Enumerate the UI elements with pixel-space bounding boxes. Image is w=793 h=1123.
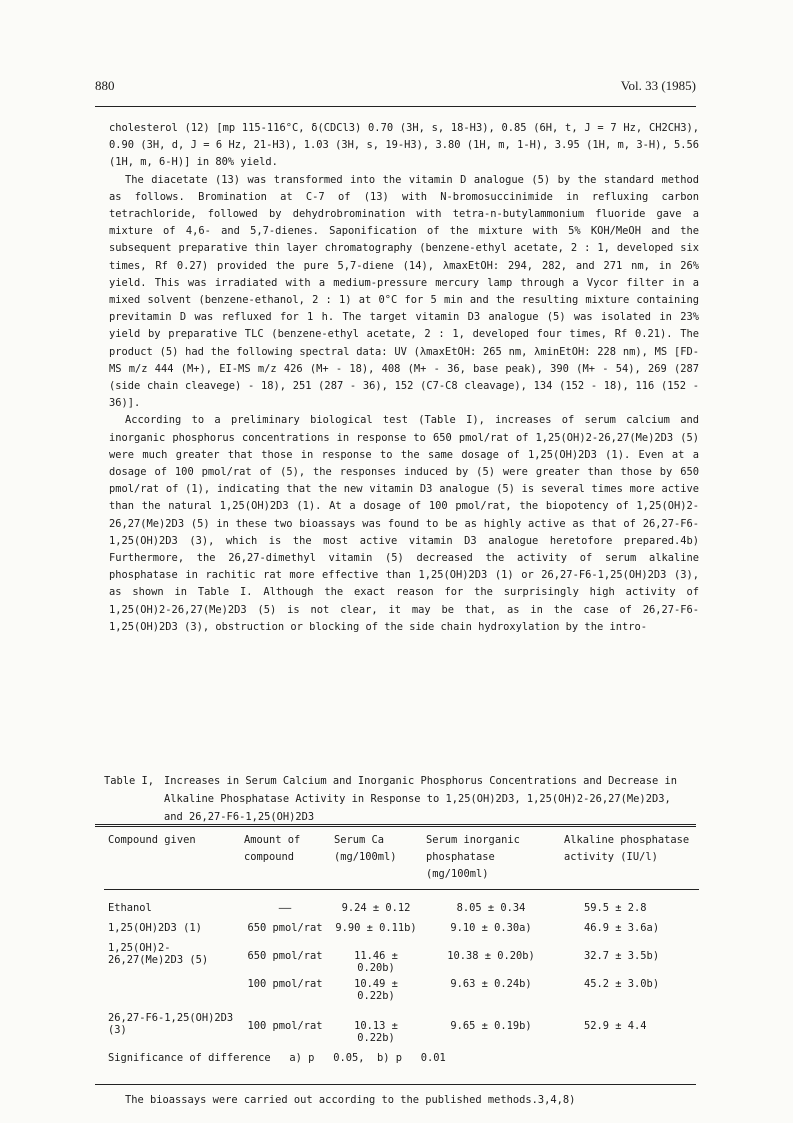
cell: 9.63 ± 0.24b) (450, 978, 532, 990)
cell: 100 pmol/rat (247, 1020, 323, 1032)
cell: 10.49 ± 0.22b) (354, 978, 398, 1002)
cell: 10.38 ± 0.20b) (447, 950, 535, 962)
header-compound: Compound given (108, 834, 196, 846)
page-header (95, 78, 696, 100)
table-header-row (104, 828, 699, 890)
cell: —— (278, 902, 292, 914)
table-footnote: The bioassays were carried out according to the published methods.3,4,8) (125, 1094, 576, 1106)
cell (104, 974, 240, 1002)
cell: 1,25(OH)2-26,27(Me)2D3 (5) (108, 942, 209, 966)
page-number: 880 (95, 78, 115, 93)
volume-label: Vol. 33 (1985) (620, 78, 696, 93)
cell: 1,25(OH)2D3 (1) (108, 922, 202, 934)
paragraph-3: According to a preliminary biological test (Table I), increases of serum calcium and inorganic phosphorus concentrations in response to 650 pmol/rat of 1,25(OH)2-26,27(Me)2D3 (5) were much greater that those in response to the same dosage of 1,25(OH)2D3 (1). Even at a dosage of 100 pmol/rat of (5), the responses induced by (5) were greater than those by 650 pmol/rat of (1), indicating that the new vitamin D3 analogue (5) is several times more active than the natural 1,25(OH)2D3 (1). At a dosage of 100 pmol/rat, the biopotency of 1,25(OH)2-26,27(Me)2D3 (5) in these two bioassays was found to be as highly active as that of 26,27-F6-1,25(OH)2D3 (3), which is the most active vitamin D3 analogue heretofore prepared.4b) Furthermore, the 26,27-dimethyl vitamin (5) decreased the activity of serum alkaline phosphatase in rachitic rat more effective than 1,25(OH)2D3 (1) or 26,27-F6-1,25(OH)2D3 (3), as shown in Table I. Although the exact reason for the surprisingly high activity of 1,25(OH)2-26,27(Me)2D3 (5) is not clear, it may be that, as in the case of 26,27-F6-1,25(OH)2D3 (3), obstruction or blocking of the side chain hydroxylation by the intro- (109, 414, 699, 633)
paragraph-2: The diacetate (13) was transformed into the vitamin D analogue (5) by the standard method as follows. Bromination at C-7 of (13) with N-bromosuccinimide in refluxing carbon tetrachloride, followed by dehydrobromination with tetra-n-butylammonium fluoride gave a mixture of 4,6- and 5,7-dienes. Saponification of the mixture with 5% KOH/MeOH and the subsequent preparative thin layer chromatography (benzene-ethyl acetate, 2 : 1, developed six times, Rf 0.27) provided the pure 5,7-diene (14), λmaxEtOH: 294, 282, and 271 nm, in 26% yield. This was irradiated with a medium-pressure mercury lamp through a Vycor filter in a mixed solvent (benzene-ethanol, 2 : 1) at 0°C for 5 min and the resulting mixture containing previtamin D was refluxed for 1 h. The target vitamin D3 analogue (5) was isolated in 23% yield by preparative TLC (benzene-ethyl acetate, 2 : 1, developed four times, Rf 0.21). The product (5) had the following spectral data: UV (λmaxEtOH: 265 nm, λminEtOH: 228 nm), MS [FD-MS m/z 444 (M+), EI-MS m/z 426 (M+ - 18), 408 (M+ - 36, base peak), 390 (M+ - 54), 269 (287 (side chain cleavege) - 18), 251 (287 - 36), 152 (C7-C8 cleavage), 134 (152 - 18), 116 (152 - 36)]. (109, 173, 699, 410)
cell: 100 pmol/rat (247, 978, 323, 990)
cell: 46.9 ± 3.6a) (584, 922, 660, 934)
table-caption-text: Increases in Serum Calcium and Inorganic Phosphorus Concentrations and Decrease in Alkaline Phosphatase Activity in Response to 1,25(OH)2D3, 1,25(OH)2-26,27(Me)2D3, and 26,27-F6-1,25(OH)2D3 (164, 775, 677, 823)
cell: 32.7 ± 3.5b) (584, 950, 660, 962)
table-row (104, 934, 699, 974)
cell: Ethanol (108, 902, 152, 914)
cell: 52.9 ± 4.4 (584, 1020, 647, 1032)
table-row (104, 890, 699, 915)
table-label: Table I, (104, 775, 155, 787)
table-row (104, 1002, 699, 1044)
header-inorganic: Serum inorganic phosphatase (mg/100ml) (426, 834, 520, 880)
data-table (104, 828, 699, 1070)
cell: 11.46 ± 0.20b) (354, 950, 398, 974)
cell: 26,27-F6-1,25(OH)2D3 (3) (108, 1012, 234, 1036)
cell: 45.2 ± 3.0b) (584, 978, 660, 990)
cell: 9.10 ± 0.30a) (450, 922, 532, 934)
header-amount: Amount of compound (244, 834, 301, 863)
header-serum-ca: Serum Ca (mg/100ml) (334, 834, 397, 863)
cell: 59.5 ± 2.8 (584, 902, 647, 914)
paragraph-1: cholesterol (12) [mp 115-116°C, δ(CDCl3) 0.70 (3H, s, 18-H3), 0.85 (6H, t, J = 7 Hz, CH2CH3), 0.90 (3H, d, J = 6 Hz, 21-H3), 1.03 (3H, s, 19-H3), 3.80 (1H, m, 1-H), 3.95 (1H, m, 3-H), 5.56 (1H, m, 6-H)] in 80% yield. (109, 122, 699, 169)
cell: 650 pmol/rat (247, 950, 323, 962)
table-caption (104, 772, 694, 826)
cell: 8.05 ± 0.34 (456, 902, 526, 914)
cell: 9.90 ± 0.11b) (335, 922, 417, 934)
header-alkaline: Alkaline phosphatase activity (IU/l) (564, 834, 690, 863)
table-row (104, 914, 699, 934)
significance-row (104, 1044, 699, 1070)
table-bottom-rule (95, 1084, 696, 1085)
body-text (109, 120, 699, 636)
cell: 650 pmol/rat (247, 922, 323, 934)
table-row (104, 974, 699, 1002)
header-rule (95, 106, 696, 107)
table-top-rule (95, 824, 696, 827)
cell: 9.24 ± 0.12 (341, 902, 411, 914)
cell: 10.13 ± 0.22b) (354, 1020, 398, 1044)
cell: 9.65 ± 0.19b) (450, 1020, 532, 1032)
significance-note: Significance of difference a) p 0.05, b) p 0.01 (108, 1052, 446, 1064)
